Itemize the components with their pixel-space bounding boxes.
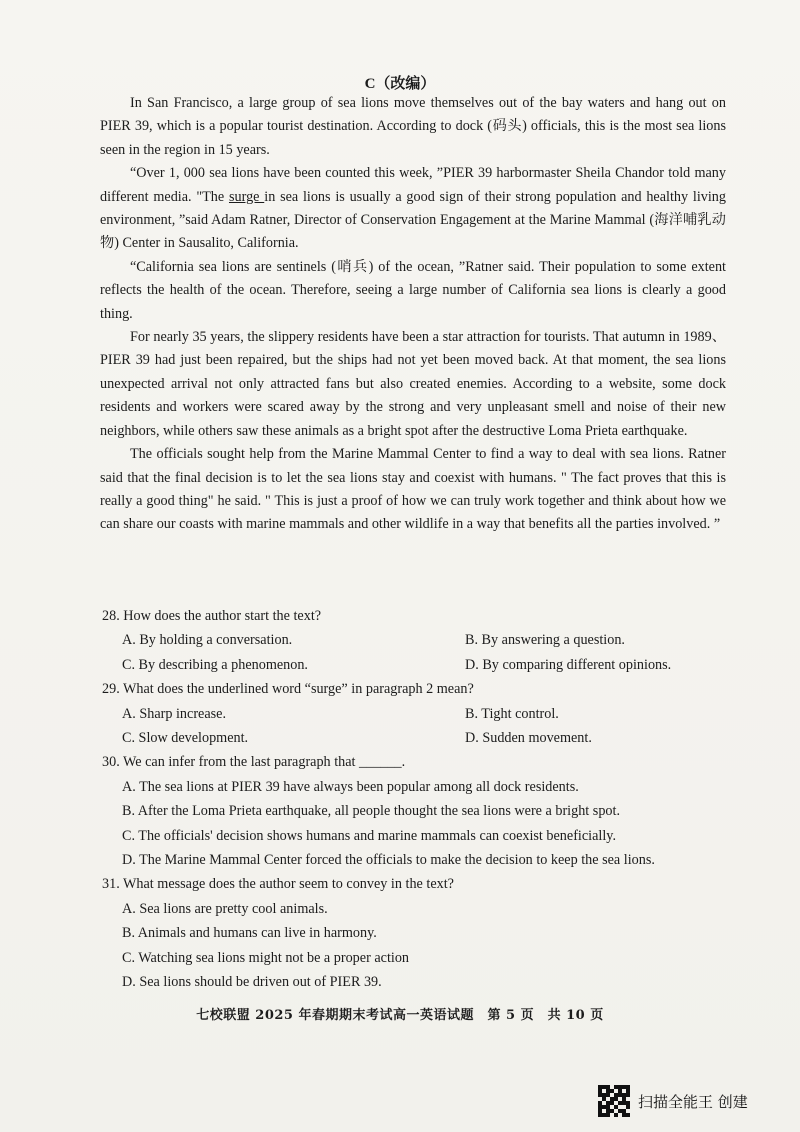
option-a: A. Sea lions are pretty cool animals. [122,900,328,917]
option-d: D. The Marine Mammal Center forced the officials to make the decision to keep the sea lions. [122,852,655,869]
watermark-text: 扫描全能王 创建 [638,1092,748,1111]
option-b: B. By answering a question. [465,632,625,649]
question-31 [102,872,730,994]
option-grid [102,702,730,751]
option-c: C. Slow development. [122,730,249,747]
option-grid [102,628,730,677]
question-stem: 29. What does the underlined word “surge” in paragraph 2 mean? [102,681,474,698]
question-29 [102,677,730,750]
question-stem: 30. We can infer from the last paragraph that ______. [102,754,406,771]
option-a: A. The sea lions at PIER 39 have always been popular among all dock residents. [122,778,579,795]
option-b: B. Tight control. [465,705,559,722]
option-a: A. Sharp increase. [122,705,227,722]
option-c: C. The officials' decision shows humans and marine mammals can coexist beneficially. [122,827,616,844]
option-list [102,775,730,873]
reading-passage [100,92,726,537]
option-d: D. Sea lions should be driven out of PIER 39. [122,974,382,991]
paragraph-4: For nearly 35 years, the slippery residents have been a star attraction for tourists. That autumn in 1989、 PIER 39 had just been repaired, but the ships had not yet been moved back. At that moment, the sea lions unexpected arrival not only attracted fans but also created enemies. According to a website, some dock residents and workers were scared away by the strong and very unpleasant smell and noise of their new neighbors, while others saw these animals as a bright spot after the destructive Loma Prieta earthquake. [100,329,726,439]
underlined-word-surge: surge [228,188,265,205]
option-d: D. Sudden movement. [465,730,592,747]
section-title: C（改编） [364,76,436,92]
scanner-watermark [598,1085,748,1117]
option-d: D. By comparing different opinions. [465,656,672,673]
paragraph-5: The officials sought help from the Marine Mammal Center to find a way to deal with sea lions. Ratner said that the final decision is to let the sea lions stay and coexist with humans. " The fact proves that this is really a good thing" he said. " This is just a proof of how we can truly work together and think about how we can share our coasts with marine mammals and other wildlife in a way that benefits all the parties involved. ” [100,446,726,533]
question-list [102,604,730,995]
question-stem: 31. What message does the author seem to convey in the text? [102,876,454,893]
option-a: A. By holding a conversation. [122,632,293,649]
question-stem: 28. How does the author start the text? [102,608,322,624]
paragraph-3: “California sea lions are sentinels (哨兵) of the ocean, ”Ratner said. Their population to some extent reflects the health of the ocean. Therefore, seeing a large number of California sea lions is clearly a good thing. [100,258,726,322]
option-b: B. After the Loma Prieta earthquake, all people thought the sea lions were a bright spot. [122,803,620,820]
option-list [102,897,730,995]
question-30 [102,750,730,872]
option-c: C. Watching sea lions might not be a proper action [122,949,410,966]
paragraph-2: “Over 1, 000 sea lions have been counted this week, ”PIER 39 harbormaster Sheila Chandor told many different media. "The surge in sea lions is usually a good sign of their strong population and healthy living environment, ”said Adam Ratner, Director of Conservation Engagement at the Marine Mammal (海洋哺乳动物) Center in Sausalito, California. [100,165,726,252]
page-footer: 七校联盟 2025 年春期期末考试高一英语试题 第 5 页 共 10 页 [196,1008,604,1023]
paragraph-1: In San Francisco, a large group of sea lions move themselves out of the bay waters and hang out on PIER 39, which is a popular tourist destination. According to dock (码头) officials, this is the most sea lions seen in the region in 15 years. [100,95,726,158]
option-c: C. By describing a phenomenon. [122,656,308,673]
option-b: B. Animals and humans can live in harmony. [122,925,377,942]
question-28 [102,604,730,677]
qr-code-icon [598,1085,630,1117]
